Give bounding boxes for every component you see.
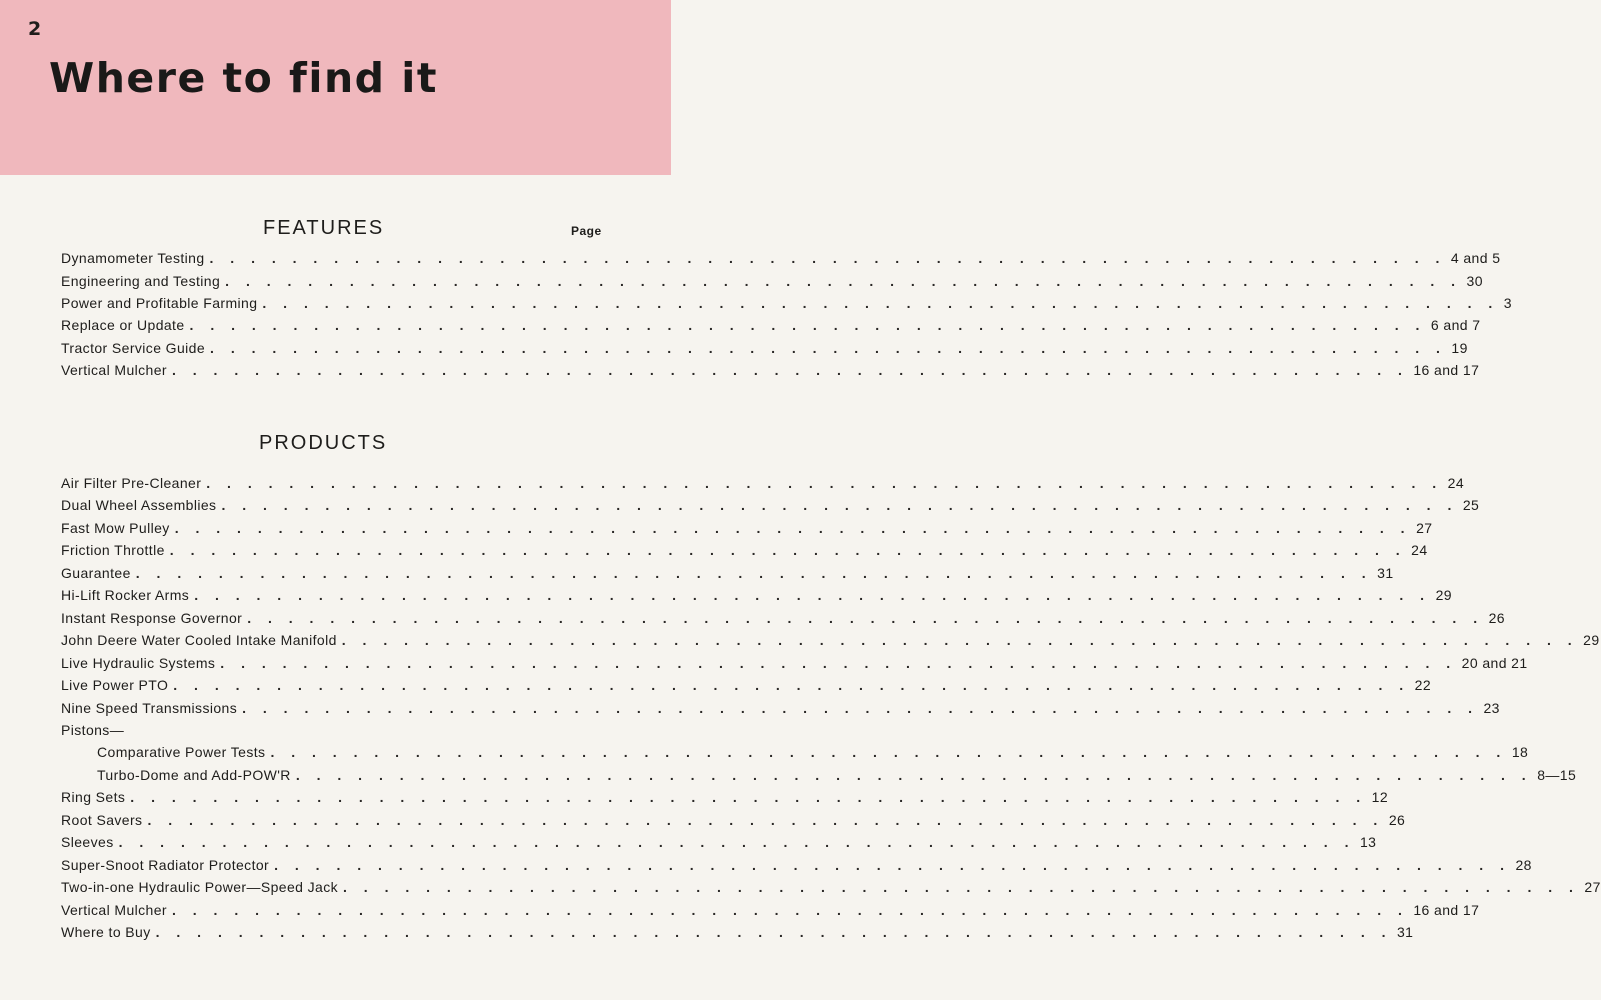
toc-entry [97, 744, 1529, 761]
toc-entry-label: Turbo-Dome and Add-POW'R [97, 766, 291, 783]
toc-entry-label: Super-Snoot Radiator Protector [61, 856, 270, 873]
toc-entry-label: Guarantee [61, 564, 131, 581]
toc-entry-page: 16 and 17 [1413, 362, 1480, 378]
toc-entry-page: 31 [1397, 924, 1414, 940]
toc-entry-label: Tractor Service Guide [61, 340, 206, 356]
toc-entry-label: Vertical Mulcher [61, 901, 167, 918]
toc-entry-label: Two-in-one Hydraulic Power—Speed Jack [61, 879, 339, 896]
toc-entry-label: Nine Speed Transmissions [61, 699, 238, 716]
dot-leader: . . . . . . . . . . . . . . . . . . . . . . . . . . . . . . . . . . . . . . . . . . . . . . . . . . . . . . . . . . . . [189, 317, 1426, 333]
dot-leader: . . . . . . . . . . . . . . . . . . . . . . . . . . . . . . . . . . . . . . . . . . . . . . . . . . . . . . . . . . . . [220, 654, 1457, 671]
dot-leader: . . . . . . . . . . . . . . . . . . . . . . . . . . . . . . . . . . . . . . . . . . . . . . . . . . . . . . . . . . . . [206, 475, 1443, 491]
toc-entry [61, 834, 1377, 851]
dot-leader: . . . . . . . . . . . . . . . . . . . . . . . . . . . . . . . . . . . . . . . . . . . . . . . . . . . . . . . . . . . . [174, 519, 1412, 536]
dot-leader: . . . . . . . . . . . . . . . . . . . . . . . . . . . . . . . . . . . . . . . . . . . . . . . . . . . . . . . . . . . . [247, 609, 1484, 626]
toc-entry [61, 475, 1465, 491]
toc-entry-label: Root Savers [61, 811, 143, 828]
dot-leader: . . . . . . . . . . . . . . . . . . . . . . . . . . . . . . . . . . . . . . . . . . . . . . . . . . . . . . . . . . . . [130, 789, 1367, 806]
page-column-label: Page [571, 224, 602, 238]
toc-entry [61, 879, 1601, 896]
toc-entry [61, 789, 1389, 806]
toc-entry-label: Live Power PTO [61, 677, 169, 694]
toc-entry [61, 250, 1501, 266]
toc-entry-label: Vertical Mulcher [61, 362, 167, 378]
toc-entry-label: Air Filter Pre-Cleaner [61, 475, 202, 491]
toc-entry-page: 22 [1414, 677, 1432, 694]
toc-entry-label: Instant Response Governor [61, 609, 243, 626]
toc-entry-label: Where to Buy [61, 924, 151, 940]
toc-entry-page: 18 [1511, 744, 1529, 761]
toc-entry-page: 26 [1388, 811, 1406, 828]
toc-entry-label: Friction Throttle [61, 542, 165, 559]
toc-entry-label: Power and Profitable Farming [61, 295, 258, 311]
toc-entry [61, 901, 1480, 918]
toc-entry [61, 587, 1452, 604]
page-number: 2 [28, 18, 42, 40]
toc-entry-page: 3 [1503, 295, 1512, 311]
dot-leader: . . . . . . . . . . . . . . . . . . . . . . . . . . . . . . . . . . . . . . . . . . . . . . . . . . . . . . . . . . . . [135, 564, 1373, 581]
toc-entry-page: 12 [1371, 789, 1389, 806]
dot-leader: . . . . . . . . . . . . . . . . . . . . . . . . . . . . . . . . . . . . . . . . . . . . . . . . . . . . . . . . . . . . [118, 834, 1355, 851]
dot-leader: . . . . . . . . . . . . . . . . . . . . . . . . . . . . . . . . . . . . . . . . . . . . . . . . . . . . . . . . . . . . [262, 295, 1499, 311]
toc-entry-page: 16 and 17 [1413, 901, 1480, 918]
dot-leader: . . . . . . . . . . . . . . . . . . . . . . . . . . . . . . . . . . . . . . . . . . . . . . . . . . . . . . . . . . . . [343, 879, 1580, 896]
toc-entry-label: Pistons— [61, 721, 125, 738]
toc-entry-page: 24 [1411, 542, 1428, 559]
toc-entry-page: 23 [1483, 699, 1500, 716]
toc-entry-page: 29 [1435, 587, 1452, 604]
toc-entry-page: 31 [1377, 564, 1394, 581]
toc-entry-page: 8—15 [1537, 766, 1577, 783]
toc-entry [61, 519, 1433, 536]
toc-entry-page: 19 [1451, 340, 1468, 356]
toc-entry-page: 6 and 7 [1430, 317, 1481, 333]
toc-entry-label: Engineering and Testing [61, 273, 221, 289]
dot-leader: . . . . . . . . . . . . . . . . . . . . . . . . . . . . . . . . . . . . . . . . . . . . . . . . . . . . . . . . . . . . [295, 766, 1533, 783]
dot-leader: . . . . . . . . . . . . . . . . . . . . . . . . . . . . . . . . . . . . . . . . . . . . . . . . . . . . . . . . . . . . [210, 340, 1447, 356]
toc-entry [61, 340, 1468, 356]
toc-entry-label: Hi-Lift Rocker Arms [61, 587, 190, 604]
toc-entry [61, 497, 1480, 514]
dot-leader: . . . . . . . . . . . . . . . . . . . . . . . . . . . . . . . . . . . . . . . . . . . . . . . . . . . . . . . . . . . . [221, 497, 1458, 514]
toc-entry [61, 654, 1528, 671]
toc-entry [61, 699, 1500, 716]
toc-entry [61, 856, 1532, 873]
toc-entry [97, 766, 1577, 783]
toc-entry-page: 26 [1488, 609, 1505, 626]
toc-entry-label: Sleeves [61, 834, 114, 851]
dot-leader: . . . . . . . . . . . . . . . . . . . . . . . . . . . . . . . . . . . . . . . . . . . . . . . . . . . . . . . . . . . . [172, 362, 1409, 378]
toc-entry-page: 27 [1416, 519, 1433, 536]
toc-entry-label: Comparative Power Tests [97, 744, 266, 761]
toc-entry [61, 564, 1394, 581]
toc-entry-page: 20 and 21 [1461, 654, 1528, 671]
toc-entry-label: Fast Mow Pulley [61, 519, 170, 536]
toc-entry [61, 273, 1483, 289]
dot-leader: . . . . . . . . . . . . . . . . . . . . . . . . . . . . . . . . . . . . . . . . . . . . . . . . . . . . . . . . . . . . [194, 587, 1431, 604]
dot-leader: . . . . . . . . . . . . . . . . . . . . . . . . . . . . . . . . . . . . . . . . . . . . . . . . . . . . . . . . . . . . [209, 250, 1446, 266]
toc-entry-label: John Deere Water Cooled Intake Manifold [61, 632, 337, 649]
toc-entry-label: Dynamometer Testing [61, 250, 205, 266]
toc-entry-page: 27 [1584, 879, 1601, 896]
toc-entry-page: 30 [1466, 273, 1483, 289]
toc-entry [61, 362, 1480, 378]
toc-entry-page: 29 [1583, 632, 1600, 649]
dot-leader: . . . . . . . . . . . . . . . . . . . . . . . . . . . . . . . . . . . . . . . . . . . . . . . . . . . . . . . . . . . . [173, 677, 1410, 694]
products-heading: PRODUCTS [259, 432, 388, 454]
toc-entry-page: 24 [1447, 475, 1465, 491]
dot-leader: . . . . . . . . . . . . . . . . . . . . . . . . . . . . . . . . . . . . . . . . . . . . . . . . . . . . . . . . . . . . [341, 632, 1579, 649]
dot-leader: . . . . . . . . . . . . . . . . . . . . . . . . . . . . . . . . . . . . . . . . . . . . . . . . . . . . . . . . . . . . [270, 744, 1507, 761]
dot-leader: . . . . . . . . . . . . . . . . . . . . . . . . . . . . . . . . . . . . . . . . . . . . . . . . . . . . . . . . . . . . [225, 273, 1462, 289]
toc-entry-label: Live Hydraulic Systems [61, 654, 216, 671]
toc-entry-label: Replace or Update [61, 317, 185, 333]
features-heading: FEATURES [263, 217, 385, 239]
dot-leader: . . . . . . . . . . . . . . . . . . . . . . . . . . . . . . . . . . . . . . . . . . . . . . . . . . . . . . . . . . . . [169, 542, 1407, 559]
toc-entry-page: 13 [1359, 834, 1377, 851]
toc-entry-page: 4 and 5 [1450, 250, 1501, 266]
dot-leader: . . . . . . . . . . . . . . . . . . . . . . . . . . . . . . . . . . . . . . . . . . . . . . . . . . . . . . . . . . . . [274, 856, 1511, 873]
dot-leader: . . . . . . . . . . . . . . . . . . . . . . . . . . . . . . . . . . . . . . . . . . . . . . . . . . . . . . . . . . . . [147, 811, 1384, 828]
toc-entry [61, 609, 1505, 626]
dot-leader: . . . . . . . . . . . . . . . . . . . . . . . . . . . . . . . . . . . . . . . . . . . . . . . . . . . . . . . . . . . . [172, 901, 1409, 918]
page-title: Where to find it [49, 54, 438, 102]
dot-leader: . . . . . . . . . . . . . . . . . . . . . . . . . . . . . . . . . . . . . . . . . . . . . . . . . . . . . . . . . . . . [155, 924, 1392, 940]
toc-entry [61, 811, 1406, 828]
dot-leader: . . . . . . . . . . . . . . . . . . . . . . . . . . . . . . . . . . . . . . . . . . . . . . . . . . . . . . . . . . . . [242, 699, 1479, 716]
toc-entry [61, 632, 1600, 649]
toc-entry [61, 924, 1414, 940]
toc-entry [61, 722, 603, 738]
toc-entry-label: Dual Wheel Assemblies [61, 497, 217, 514]
toc-entry [61, 677, 1432, 694]
toc-entry-page: 28 [1515, 856, 1532, 873]
toc-entry-label: Ring Sets [61, 789, 126, 806]
toc-entry [61, 317, 1481, 333]
toc-entry-page: 25 [1462, 497, 1480, 514]
toc-entry [61, 542, 1428, 559]
toc-entry [61, 295, 1512, 311]
